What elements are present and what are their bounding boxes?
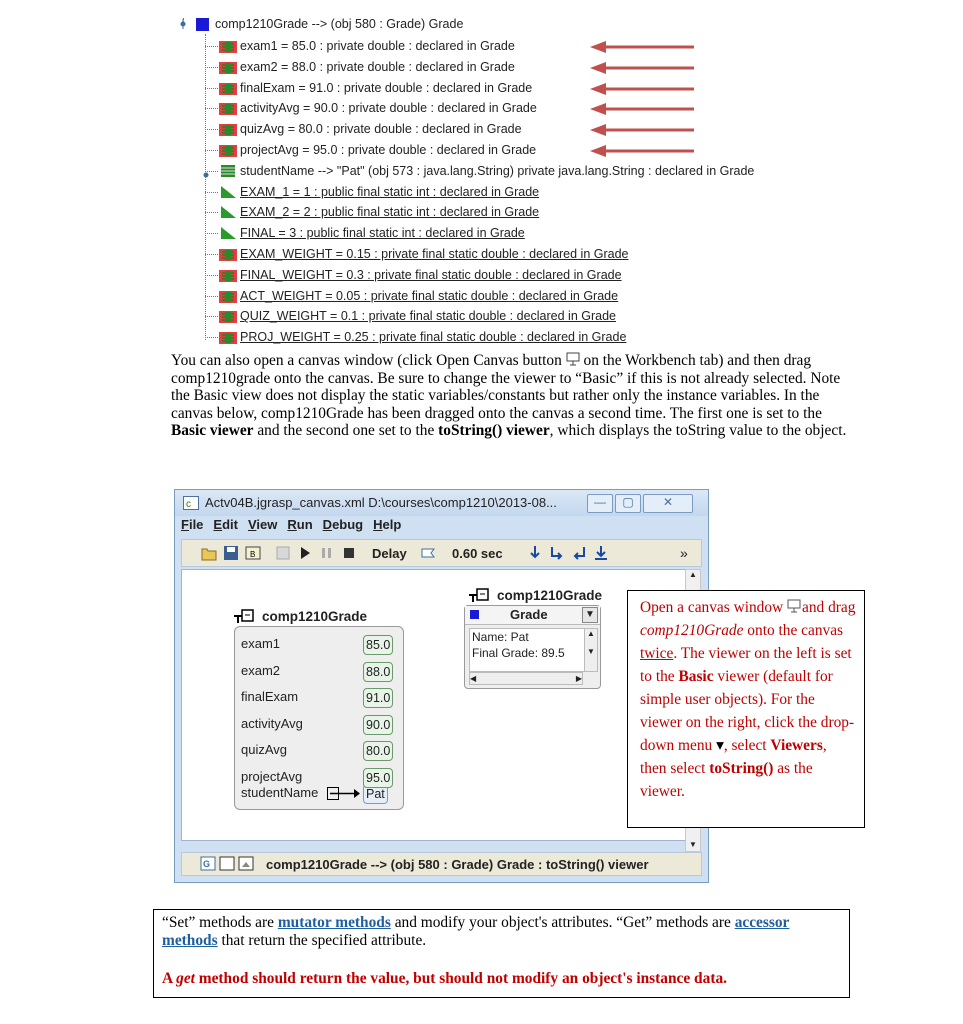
tree-field-label: QUIZ_WEIGHT = 0.1 : private final static double : declared in Grade	[240, 309, 616, 324]
public-static-icon	[219, 205, 237, 219]
note-box	[153, 909, 850, 998]
tree-field-label: EXAM_1 = 1 : public final static int : declared in Grade	[240, 184, 540, 199]
viewer-field-label: projectAvg	[241, 768, 303, 784]
tree-field-row[interactable]	[219, 202, 539, 222]
accessor-methods-link[interactable]: accessor methods	[162, 914, 790, 949]
status-text: comp1210Grade --> (obj 580 : Grade) Grade : toString() viewer	[266, 857, 649, 872]
tree-root-label: comp1210Grade --> (obj 580 : Grade) Grade	[215, 17, 464, 31]
tree-field-label: exam2 = 88.0 : private double : declared in Grade	[240, 59, 515, 74]
viewer-field-label: finalExam	[241, 689, 299, 704]
tree-connector	[205, 150, 218, 151]
close-button[interactable]: ✕	[643, 494, 693, 513]
toolbar-overflow-button[interactable]: »	[680, 545, 688, 561]
note-warning	[162, 970, 841, 988]
red-arrow-icon	[590, 61, 696, 80]
callout-text: Open a canvas window	[640, 599, 788, 616]
step-in-icon[interactable]	[526, 544, 544, 562]
note-text-part: that return the specified attribute.	[217, 932, 427, 949]
menu-help[interactable]: Help	[373, 517, 402, 532]
tree-connector	[205, 254, 218, 255]
canvas-area	[181, 569, 687, 841]
callout-bold: Basic	[678, 668, 714, 685]
step-over-icon[interactable]	[548, 544, 566, 562]
window-title: Actv04B.jgrasp_canvas.xml D:\courses\comp1210\2013-08...	[205, 495, 557, 510]
tree-connector	[205, 296, 218, 297]
tree-field-row[interactable]	[219, 78, 532, 98]
tree-field-row[interactable]	[219, 327, 626, 347]
svg-text:c: c	[186, 499, 191, 510]
stop-icon[interactable]	[340, 544, 358, 562]
drag-handle-icon[interactable]	[232, 608, 262, 624]
student-name-label: studentName	[241, 785, 319, 800]
tree-connector	[205, 233, 218, 234]
callout-bold: toString()	[709, 760, 774, 777]
scroll-up-icon[interactable]: ▲	[689, 570, 697, 579]
expand-toggle-icon[interactable]	[178, 19, 188, 29]
tostring-line: Name: Pat	[472, 630, 529, 644]
window-titlebar[interactable]	[175, 490, 708, 516]
callout-text: as the viewer.	[640, 760, 813, 800]
reference-arrow-icon	[327, 787, 363, 801]
tree-field-row[interactable]	[219, 140, 536, 160]
scroll-down-icon[interactable]: ▼	[689, 840, 697, 849]
tree-field-label: FINAL_WEIGHT = 0.3 : private final static double : declared in Grade	[240, 267, 622, 282]
private-field-icon	[219, 39, 237, 53]
basic-viewer-name: comp1210Grade	[262, 608, 368, 624]
tostring-viewer-title	[467, 587, 602, 603]
tostring-viewer[interactable]	[464, 605, 601, 689]
tree-connector	[205, 67, 218, 68]
viewer-field-label: quizAvg	[241, 742, 288, 757]
para-text: , which displays the toString value to the object.	[549, 422, 847, 440]
tree-field-row[interactable]	[219, 98, 537, 118]
viewer-vscroll[interactable]: ▲ ▼	[584, 628, 598, 672]
warning-text: method should return the value, but should not modify an object's instance data.	[194, 970, 727, 987]
red-arrow-icon	[590, 40, 696, 59]
private-field-icon	[219, 247, 237, 261]
open-folder-icon[interactable]	[200, 544, 218, 562]
pause-icon[interactable]	[318, 544, 336, 562]
callout-text: , select	[723, 737, 771, 754]
private-field-icon	[219, 309, 237, 323]
para-text: You can also open a canvas window (click Open Canvas button	[171, 352, 566, 369]
tree-field-label: finalExam = 91.0 : private double : declared in Grade	[240, 80, 533, 95]
status-icons[interactable]	[200, 856, 260, 872]
play-icon[interactable]	[296, 544, 314, 562]
viewer-field-value: 90.0	[363, 715, 393, 735]
warning-text: A	[162, 970, 177, 987]
menu-bar	[181, 517, 702, 537]
workspace-icon[interactable]	[244, 544, 262, 562]
para-text: and the second one set to the	[253, 422, 439, 440]
toolbar	[181, 539, 702, 567]
menu-debug[interactable]: Debug	[322, 517, 364, 532]
maximize-button[interactable]: ▢	[615, 494, 641, 513]
tree-field-label: activityAvg = 90.0 : private double : declared in Grade	[240, 101, 537, 116]
callout-text: , then select	[640, 737, 827, 777]
tree-field-label: projectAvg = 95.0 : private double : declared in Grade	[240, 143, 537, 157]
tree-field-label: quizAvg = 80.0 : private double : declared in Grade	[240, 122, 522, 137]
private-field-icon	[219, 268, 237, 282]
tree-field-row[interactable]	[219, 161, 754, 181]
run-to-cursor-icon[interactable]	[592, 544, 610, 562]
basic-viewer[interactable]	[234, 626, 404, 810]
menu-view[interactable]: View	[247, 517, 278, 532]
tree-field-row[interactable]	[219, 286, 618, 306]
note-text-part: and modify your object's attributes. “Get” methods are	[390, 914, 735, 931]
private-field-icon	[219, 289, 237, 303]
note-text	[162, 914, 841, 950]
callout-text: and drag	[802, 599, 856, 616]
tostring-viewer-name: comp1210Grade	[497, 587, 603, 603]
tree-field-label: EXAM_WEIGHT = 0.15 : private final static double : declared in Grade	[240, 247, 629, 261]
tree-field-label: ACT_WEIGHT = 0.05 : private final static double : declared in Grade	[240, 288, 619, 303]
public-static-icon	[219, 226, 237, 240]
dropdown-glyph: ▾	[716, 737, 724, 754]
viewer-field-value: 85.0	[363, 635, 393, 655]
viewer-field-label: exam1	[241, 636, 281, 651]
note-text-part: “Set” methods are	[162, 914, 278, 931]
callout-text: viewer (default for simple user objects). For the viewer on the right, click the drop-down menu	[640, 668, 855, 754]
tree-field-row[interactable]	[219, 119, 522, 139]
callout-bold: Viewers	[770, 737, 823, 754]
step-out-icon[interactable]	[570, 544, 588, 562]
callout-italic: comp1210Grade	[640, 622, 744, 639]
callout-text: . The viewer on the left is set to the	[640, 645, 852, 685]
viewer-field-value: 95.0	[363, 768, 393, 788]
red-arrow-icon	[590, 102, 696, 121]
para-text: on the Workbench tab) and then drag comp1210grade onto the canvas. Be sure to change the viewer to “Basic” if this is not already selected. Note the Basic view does not display the static variables/constants but rather only the instance variables. In the canvas below, comp1210Grade has been dragged onto the canvas a second time. The first one is set to the	[171, 352, 841, 422]
menu-edit[interactable]: Edit	[213, 517, 238, 532]
open-canvas-icon	[566, 352, 580, 366]
private-field-icon	[219, 60, 237, 74]
tree-connector	[205, 212, 218, 213]
tree-field-row[interactable]	[219, 223, 525, 243]
callout-box	[627, 590, 865, 828]
mutator-methods-link[interactable]: mutator methods	[277, 914, 391, 931]
red-arrow-icon	[590, 82, 696, 101]
tree-field-label: FINAL = 3 : public final static int : declared in Grade	[240, 226, 525, 241]
tree-guide	[205, 34, 206, 340]
tree-field-label: PROJ_WEIGHT = 0.25 : private final static double : declared in Grade	[240, 330, 627, 345]
tree-connector	[205, 129, 218, 130]
callout-text: onto the canvas	[743, 622, 844, 639]
expand-toggle-icon[interactable]	[201, 167, 211, 185]
instructions-paragraph	[171, 352, 851, 440]
tostring-line: Final Grade: 89.5	[472, 646, 565, 660]
tree-field-label: EXAM_2 = 2 : public final static int : declared in Grade	[240, 205, 540, 220]
viewer-field-value: 91.0	[363, 688, 393, 708]
debug-variables-tree	[0, 0, 963, 350]
private-field-icon	[219, 122, 237, 136]
tree-connector	[205, 337, 218, 338]
tree-connector	[205, 46, 218, 47]
private-field-icon	[219, 101, 237, 115]
tree-connector	[205, 275, 218, 276]
tree-field-row[interactable]	[219, 57, 515, 77]
delay-slider-icon[interactable]	[420, 544, 438, 562]
private-field-icon	[219, 81, 237, 95]
tostring-text	[469, 628, 585, 672]
para-bold: toString() viewer	[438, 422, 550, 440]
menu-file[interactable]: File	[181, 517, 204, 532]
tree-connector	[205, 88, 218, 89]
viewer-field-value: 88.0	[363, 662, 393, 682]
svg-text:G: G	[203, 859, 211, 869]
open-canvas-icon	[787, 599, 802, 613]
tree-field-label: exam1 = 85.0 : private double : declared in Grade	[240, 39, 515, 53]
minimize-button[interactable]: —	[587, 494, 613, 513]
warning-italic: get	[176, 970, 195, 987]
delay-label: Delay	[372, 546, 407, 561]
public-static-icon	[219, 185, 237, 199]
viewer-field-label: exam2	[241, 662, 281, 678]
object-icon	[470, 610, 479, 619]
object-icon	[196, 18, 209, 31]
step-icon[interactable]	[274, 544, 292, 562]
tree-field-row[interactable]	[219, 36, 515, 56]
tree-connector	[205, 108, 218, 109]
tree-connector	[205, 316, 218, 317]
tree-field-row[interactable]	[219, 182, 539, 202]
viewer-class-label: Grade	[510, 607, 548, 622]
viewer-dropdown-button[interactable]: ▼	[582, 607, 598, 623]
jgrasp-canvas-icon	[183, 496, 199, 510]
viewer-field-value: 80.0	[363, 741, 393, 761]
viewer-hscroll[interactable]: ◀ ▶	[470, 674, 582, 683]
student-name-value: Pat	[363, 784, 388, 804]
basic-viewer-title	[232, 608, 367, 624]
tree-field-row[interactable]	[219, 265, 622, 285]
drag-handle-icon[interactable]	[467, 587, 497, 603]
private-field-icon	[219, 330, 237, 344]
viewer-header	[465, 606, 600, 625]
tree-root-row[interactable]	[178, 14, 463, 34]
private-field-icon	[219, 143, 237, 157]
menu-run[interactable]: Run	[287, 517, 313, 532]
tree-field-label: studentName --> "Pat" (obj 573 : java.lang.String) private java.lang.String : declared in Grade	[240, 163, 755, 178]
red-arrow-icon	[590, 123, 696, 142]
callout-underline: twice	[640, 645, 674, 662]
tree-field-row[interactable]	[219, 244, 629, 264]
status-bar	[181, 852, 702, 876]
svg-text:B: B	[250, 550, 256, 559]
tree-field-row[interactable]	[219, 306, 616, 326]
viewer-field-label: activityAvg	[241, 715, 303, 731]
object-field-icon	[219, 164, 237, 178]
tree-connector	[205, 192, 218, 193]
save-icon[interactable]	[222, 544, 240, 562]
delay-value: 0.60 sec	[452, 546, 503, 561]
para-bold: Basic viewer	[171, 422, 254, 440]
